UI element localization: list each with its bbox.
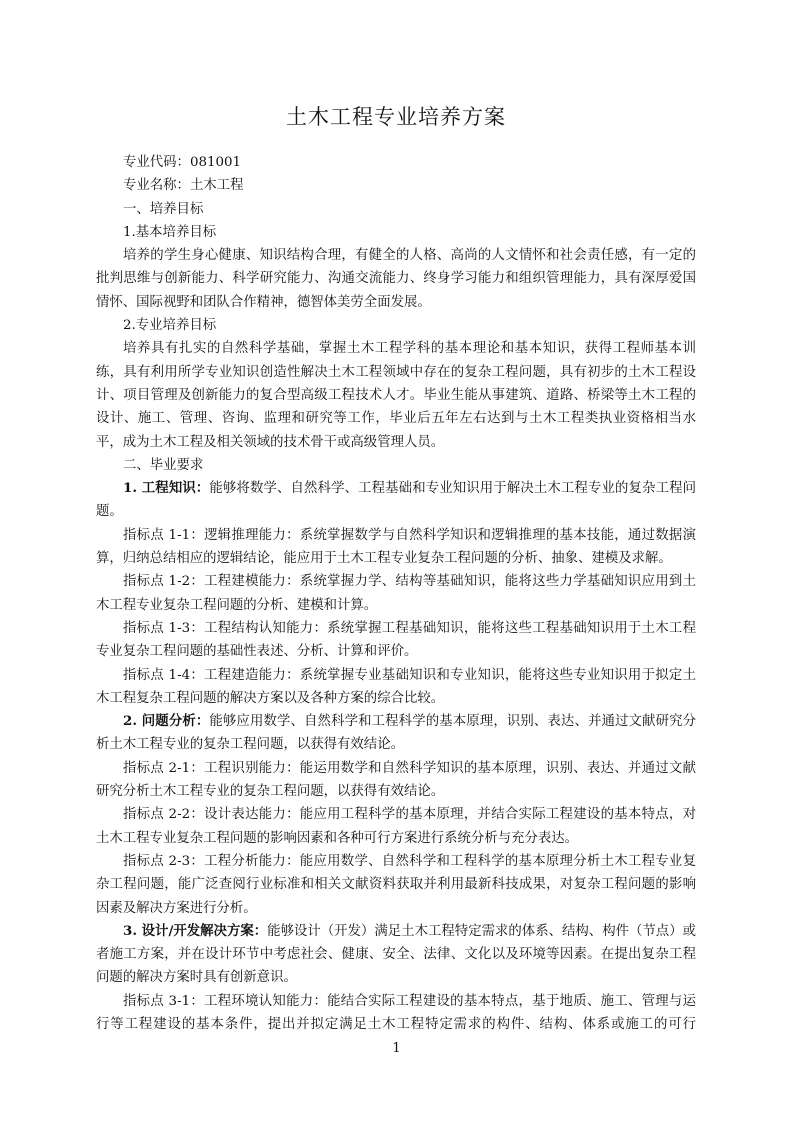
requirement-text: 能够应用数学、自然科学和工程科学的基本原理，识别、表达、并通过文献研究分析土木工程专业的复杂工程问题，以获得有效结论。 <box>96 714 697 753</box>
indicator-point: 指标点 1-3：工程结构认知能力：系统掌握工程基础知识，能将这些工程基础知识用于土木工程专业复杂工程问题的基础性表述、分析、计算和评价。 <box>96 620 696 660</box>
major-code: 专业代码：081001 <box>123 155 242 170</box>
requirement-1 <box>96 477 696 524</box>
indicator-point: 指标点 2-2：设计表达能力：能应用工程科学的基本原理，并结合实际工程建设的基本特点，对土木工程专业复杂工程问题的影响因素和各种可行方案进行系统分析与充分表达。 <box>96 807 696 846</box>
requirement-label: 1. 工程知识： <box>123 480 210 497</box>
paragraph-basic-goal: 培养的学生身心健康、知识结构合理，有健全的人格、高尚的人文情怀和社会责任感，有一定的批判思维与创新能力、科学研究能力、沟通交流能力、终身学习能力和组织管理能力，具有深厚爱国情怀、国际视野和团队合作精神，德智体美劳全面发展。 <box>96 248 696 310</box>
requirement-text: 能够设计（开发）满足土木工程特定需求的体系、结构、构件（节点）或者施工方案，并在设计环节中考虑社会、健康、安全、法律、文化以及环境等因素。在提出复杂工程问题的解决方案时具有创新意识。 <box>96 923 697 986</box>
requirement-text: 能够将数学、自然科学、工程基础和专业知识用于解决土木工程专业的复杂工程问题。 <box>96 481 697 520</box>
document-body <box>96 151 696 1036</box>
requirement-3 <box>96 920 696 990</box>
indicator-point: 指标点 1-2：工程建模能力：系统掌握力学、结构等基础知识，能将这些力学基础知识应用到土木工程专业复杂工程问题的分析、建模和计算。 <box>96 574 696 613</box>
indicator-point: 指标点 1-1：逻辑推理能力：系统掌握数学与自然科学知识和逻辑推理的基本技能，通过数据演算，归纳总结相应的逻辑结论，能应用于土木工程专业复杂工程问题的分析、抽象、建模及求解。 <box>96 527 696 567</box>
requirement-label: 2. 问题分析： <box>123 713 210 730</box>
indicator-point: 指标点 1-4：工程建造能力：系统掌握专业基础知识和专业知识，能将这些专业知识用于拟定土木工程复杂工程问题的解决方案以及各种方案的综合比较。 <box>96 667 696 706</box>
indicator-point: 指标点 2-1：工程识别能力：能运用数学和自然科学知识的基本原理，识别、表达、并通过文献研究分析土木工程专业的复杂工程问题，以获得有效结论。 <box>96 760 696 800</box>
section-heading-goals: 一、培养目标 <box>123 201 204 217</box>
section-heading-requirements: 二、毕业要求 <box>123 457 204 473</box>
paragraph-professional-goal: 培养具有扎实的自然科学基础，掌握土木工程学科的基本理论和基本知识，获得工程师基本训练，具有利用所学专业知识创造性解决土木工程领域中存在的复杂工程问题，具有初步的土木工程设计、项目管理及创新能力的复合型高级工程技术人才。毕业生能从事建筑、道路、桥梁等土木工程的设计、施工、管理、咨询、监理和研究等工作，毕业后五年左右达到与土木工程类执业资格相当水平，成为土木工程及相关领域的技术骨干或高级管理人员。 <box>96 341 696 450</box>
indicator-point: 指标点 2-3：工程分析能力：能应用数学、自然科学和工程科学的基本原理分析土木工程专业复杂工程问题，能广泛查阅行业标准和相关文献资料获取并利用最新科技成果，对复杂工程问题的影响因素及解决方案进行分析。 <box>96 853 696 916</box>
document-title: 土木工程专业培养方案 <box>286 105 506 129</box>
indicator-point: 指标点 3-1：工程环境认知能力：能结合实际工程建设的基本特点，基于地质、施工、管理与运行等工程建设的基本条件，提出并拟定满足土木工程特定需求的构件、结构、体系或施工的可行 <box>96 993 696 1032</box>
requirement-2 <box>96 710 696 757</box>
major-name: 专业名称：土木工程 <box>123 178 244 194</box>
page-number: 1 <box>392 1041 401 1056</box>
requirement-label: 3. 设计/开发解决方案： <box>123 922 268 939</box>
subheading-basic-goal: 1.基本培养目标 <box>123 224 217 240</box>
subheading-professional-goal: 2.专业培养目标 <box>123 318 217 334</box>
